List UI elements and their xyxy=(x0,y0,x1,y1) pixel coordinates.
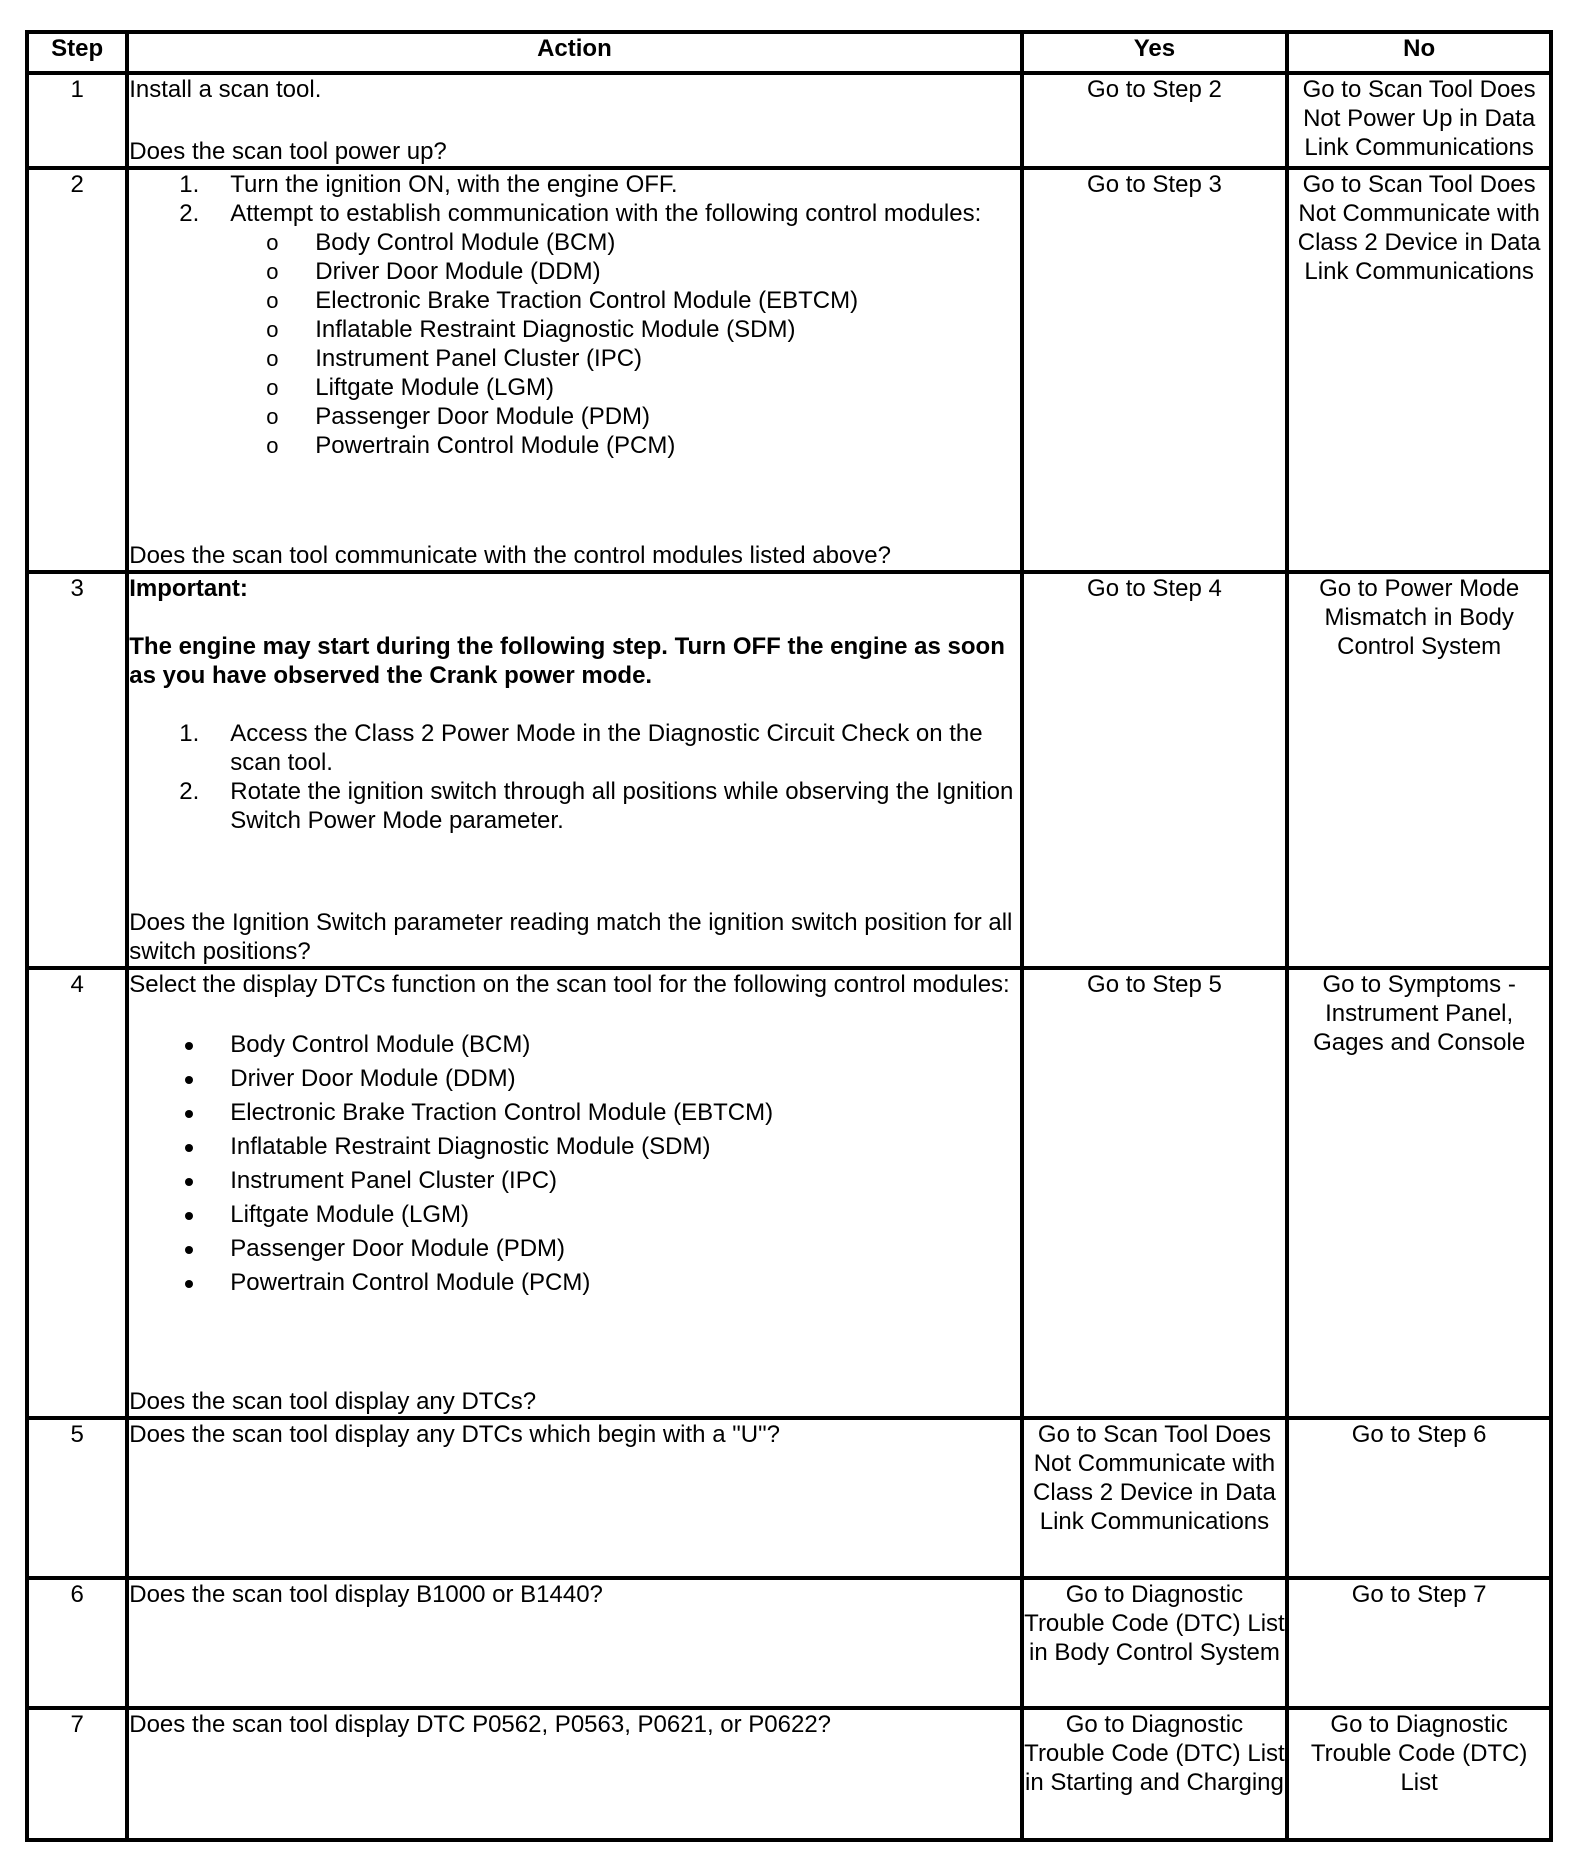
list-item: 2. Rotate the ignition switch through all positions while observing the Ignition Switch Power Mode parameter. xyxy=(179,778,1014,834)
step-number: 3 xyxy=(27,572,127,968)
action-cell xyxy=(127,73,1021,168)
header-step: Step xyxy=(27,32,127,73)
list-item: o Powertrain Control Module (PCM) xyxy=(266,432,676,459)
header-row xyxy=(27,32,1551,73)
action-cell xyxy=(127,1418,1021,1578)
action-cell xyxy=(127,1708,1021,1840)
action-cell xyxy=(127,572,1021,968)
list-item: Body Control Module (BCM) xyxy=(129,1028,1019,1062)
no-result: Go to Step 7 xyxy=(1287,1578,1551,1708)
table-row xyxy=(27,73,1551,168)
action-question: Does the scan tool power up? xyxy=(129,138,447,165)
table-row xyxy=(27,968,1551,1418)
important-label: Important: xyxy=(129,575,248,602)
action-question: Does the scan tool display B1000 or B1440? xyxy=(129,1581,603,1608)
yes-result: Go to Step 3 xyxy=(1022,168,1288,572)
procedure-list xyxy=(129,170,1019,460)
action-cell xyxy=(127,968,1021,1418)
step-number: 4 xyxy=(27,968,127,1418)
list-item: o Passenger Door Module (PDM) xyxy=(266,403,651,430)
list-item: 1. Access the Class 2 Power Mode in the Diagnostic Circuit Check on the scan tool. xyxy=(179,720,983,776)
list-item: o Liftgate Module (LGM) xyxy=(266,374,555,401)
list-item: o Electronic Brake Traction Control Module (EBTCM) xyxy=(266,287,859,314)
list-item: o Inflatable Restraint Diagnostic Module (SDM) xyxy=(266,316,796,343)
list-item: Liftgate Module (LGM) xyxy=(129,1198,1019,1232)
diagnostic-table xyxy=(25,30,1553,1842)
table-row xyxy=(27,168,1551,572)
table-row xyxy=(27,1418,1551,1578)
no-result: Go to Step 6 xyxy=(1287,1418,1551,1578)
yes-result: Go to Step 4 xyxy=(1022,572,1288,968)
list-item: Powertrain Control Module (PCM) xyxy=(129,1266,1019,1300)
list-item: Instrument Panel Cluster (IPC) xyxy=(129,1164,1019,1198)
yes-result: Go to Diagnostic Trouble Code (DTC) List in Starting and Charging xyxy=(1022,1708,1288,1840)
no-result: Go to Symptoms - Instrument Panel, Gages and Console xyxy=(1287,968,1551,1418)
no-result: Go to Scan Tool Does Not Communicate with Class 2 Device in Data Link Communications xyxy=(1287,168,1551,572)
action-cell xyxy=(127,1578,1021,1708)
yes-result: Go to Step 2 xyxy=(1022,73,1288,168)
table-row xyxy=(27,1708,1551,1840)
list-item: Driver Door Module (DDM) xyxy=(129,1062,1019,1096)
header-yes: Yes xyxy=(1022,32,1288,73)
list-item: 2. Attempt to establish communication with the following control modules: o Body Control Module (BCM) o Driver Door Module (DDM) o Electronic Brake Traction Control Module (EBTCM) o Inflatable Restraint Diagnostic Module (SDM) o Instrument Panel Cluster (IPC) o Liftgate Module (LGM) o Passenger Door Module (PDM) o Powertrain Control Module (PCM) xyxy=(129,199,1019,460)
list-item: o Instrument Panel Cluster (IPC) xyxy=(266,345,643,372)
important-note: The engine may start during the following step. Turn OFF the engine as soon as you have observed the Crank power mode. xyxy=(129,633,1005,689)
step-number: 7 xyxy=(27,1708,127,1840)
action-question: Does the scan tool display any DTCs? xyxy=(129,1388,537,1415)
module-list xyxy=(230,228,1019,460)
action-intro: Select the display DTCs function on the scan tool for the following control modules: xyxy=(129,971,1010,998)
list-item: Inflatable Restraint Diagnostic Module (SDM) xyxy=(129,1130,1019,1164)
action-question: Does the Ignition Switch parameter reading match the ignition switch position for all switch positions? xyxy=(129,909,1013,965)
table-row xyxy=(27,572,1551,968)
action-question: Does the scan tool display any DTCs which begin with a "U"? xyxy=(129,1421,780,1448)
yes-result: Go to Diagnostic Trouble Code (DTC) List in Body Control System xyxy=(1022,1578,1288,1708)
action-cell xyxy=(127,168,1021,572)
header-no: No xyxy=(1287,32,1551,73)
procedure-list xyxy=(129,719,1019,835)
no-result: Go to Scan Tool Does Not Power Up in Data Link Communications xyxy=(1287,73,1551,168)
list-item: Passenger Door Module (PDM) xyxy=(129,1232,1019,1266)
action-intro: Install a scan tool. xyxy=(129,76,322,103)
yes-result: Go to Scan Tool Does Not Communicate with Class 2 Device in Data Link Communications xyxy=(1022,1418,1288,1578)
list-item: o Driver Door Module (DDM) xyxy=(266,258,601,285)
list-item: o Body Control Module (BCM) xyxy=(266,229,616,256)
step-number: 5 xyxy=(27,1418,127,1578)
action-question: Does the scan tool communicate with the control modules listed above? xyxy=(129,542,891,569)
no-result: Go to Power Mode Mismatch in Body Control System xyxy=(1287,572,1551,968)
step-number: 1 xyxy=(27,73,127,168)
header-action: Action xyxy=(127,32,1021,73)
yes-result: Go to Step 5 xyxy=(1022,968,1288,1418)
module-list xyxy=(129,1028,1019,1300)
action-question: Does the scan tool display DTC P0562, P0563, P0621, or P0622? xyxy=(129,1711,832,1738)
table-row xyxy=(27,1578,1551,1708)
list-item: Electronic Brake Traction Control Module (EBTCM) xyxy=(129,1096,1019,1130)
step-number: 2 xyxy=(27,168,127,572)
step-number: 6 xyxy=(27,1578,127,1708)
list-item: 1. Turn the ignition ON, with the engine OFF. xyxy=(179,171,678,198)
no-result: Go to Diagnostic Trouble Code (DTC) List xyxy=(1287,1708,1551,1840)
